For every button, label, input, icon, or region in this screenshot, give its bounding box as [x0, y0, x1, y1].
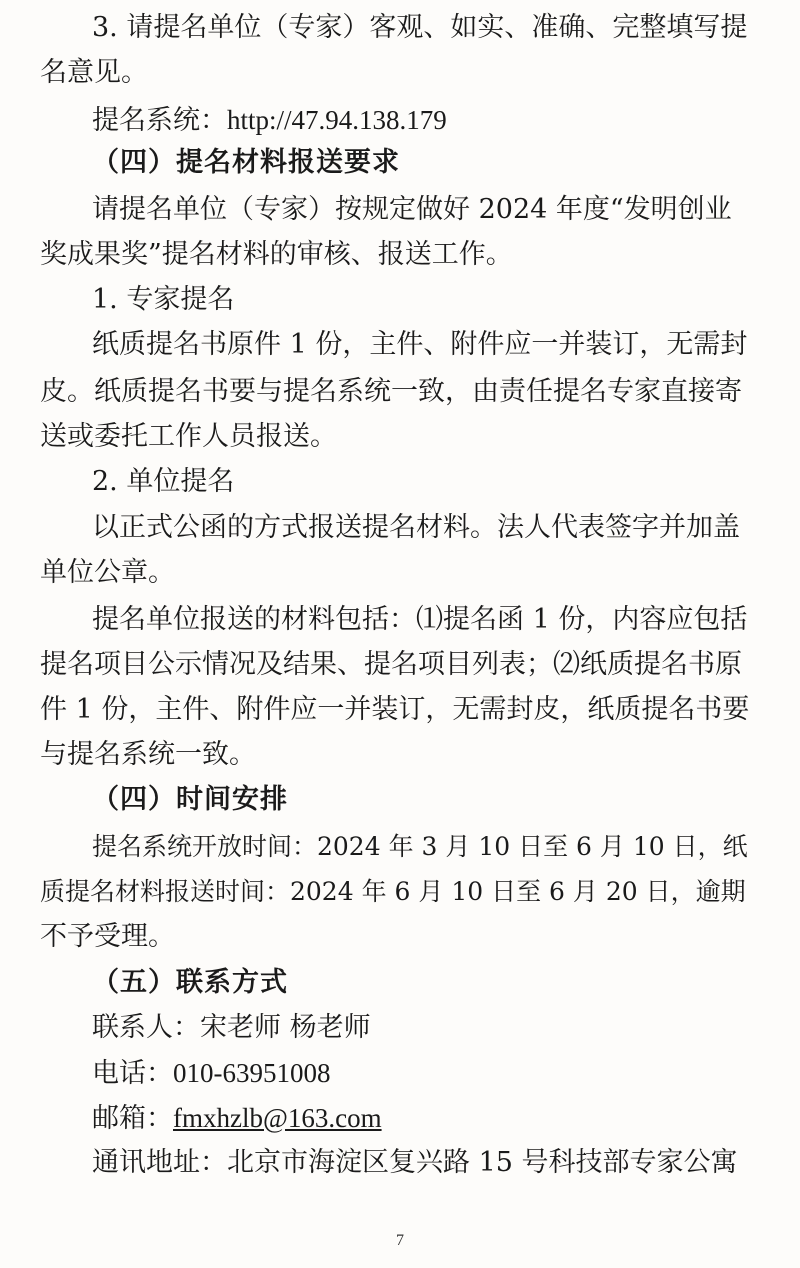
- paragraph-line: 提名单位报送的材料包括：⑴提名函 1 份，内容应包括: [92, 604, 748, 635]
- paragraph-line: 纸质提名书原件 1 份，主件、附件应一并装订，无需封: [92, 329, 748, 360]
- nomination-system-url[interactable]: http://47.94.138.179: [227, 105, 447, 135]
- paragraph-line: 请提名单位（专家）按规定做好 2024 年度“发明创业: [92, 194, 732, 225]
- page-number: 7: [396, 1232, 404, 1249]
- nomination-system-label: 提名系统：: [92, 105, 227, 136]
- section-heading: （四）提名材料报送要求: [92, 147, 400, 178]
- phone-label: 电话：: [92, 1058, 173, 1089]
- paragraph-line: 3. 请提名单位（专家）客观、如实、准确、完整填写提: [92, 12, 748, 43]
- email-line: [92, 1098, 382, 1138]
- paragraph-line: 以正式公函的方式报送提名材料。法人代表签字并加盖: [92, 512, 740, 543]
- paragraph-line: 奖成果奖”提名材料的审核、报送工作。: [40, 239, 513, 270]
- paragraph-line: 提名项目公示情况及结果、提名项目列表；⑵纸质提名书原: [40, 649, 742, 680]
- contact-person-label: 联系人：: [92, 1012, 200, 1043]
- paragraph-line: 提名系统开放时间：2024 年 3 月 10 日至 6 月 10 日，纸: [92, 832, 748, 861]
- paragraph-line: 不予受理。: [40, 921, 175, 952]
- contact-person-names: 宋老师 杨老师: [200, 1012, 371, 1043]
- paragraph-line: 皮。纸质提名书要与提名系统一致，由责任提名专家直接寄: [40, 376, 742, 407]
- address-line: [92, 1143, 738, 1183]
- section-heading: （四）时间安排: [92, 784, 288, 815]
- paragraph-line: 与提名系统一致。: [40, 739, 256, 770]
- address-label: 通讯地址：: [92, 1147, 227, 1178]
- subheading: 1. 专家提名: [92, 284, 235, 315]
- paragraph-line: 名意见。: [40, 57, 148, 88]
- email-label: 邮箱：: [92, 1103, 173, 1134]
- paragraph-line: 件 1 份，主件、附件应一并装订，无需封皮，纸质提名书要: [40, 694, 750, 725]
- paragraph-line: 单位公章。: [40, 557, 175, 588]
- email-link[interactable]: fmxhzlb@163.com: [173, 1103, 382, 1133]
- phone-number: 010-63951008: [173, 1058, 331, 1088]
- paragraph-line: 送或委托工作人员报送。: [40, 421, 337, 452]
- contact-person-line: [92, 1008, 371, 1048]
- paragraph-line: 质提名材料报送时间：2024 年 6 月 10 日至 6 月 20 日，逾期: [40, 877, 746, 906]
- address-value: 北京市海淀区复兴路 15 号科技部专家公寓: [227, 1147, 738, 1178]
- subheading: 2. 单位提名: [92, 466, 235, 497]
- nomination-system-line: [92, 100, 447, 140]
- phone-line: [92, 1053, 331, 1093]
- section-heading: （五）联系方式: [92, 967, 288, 998]
